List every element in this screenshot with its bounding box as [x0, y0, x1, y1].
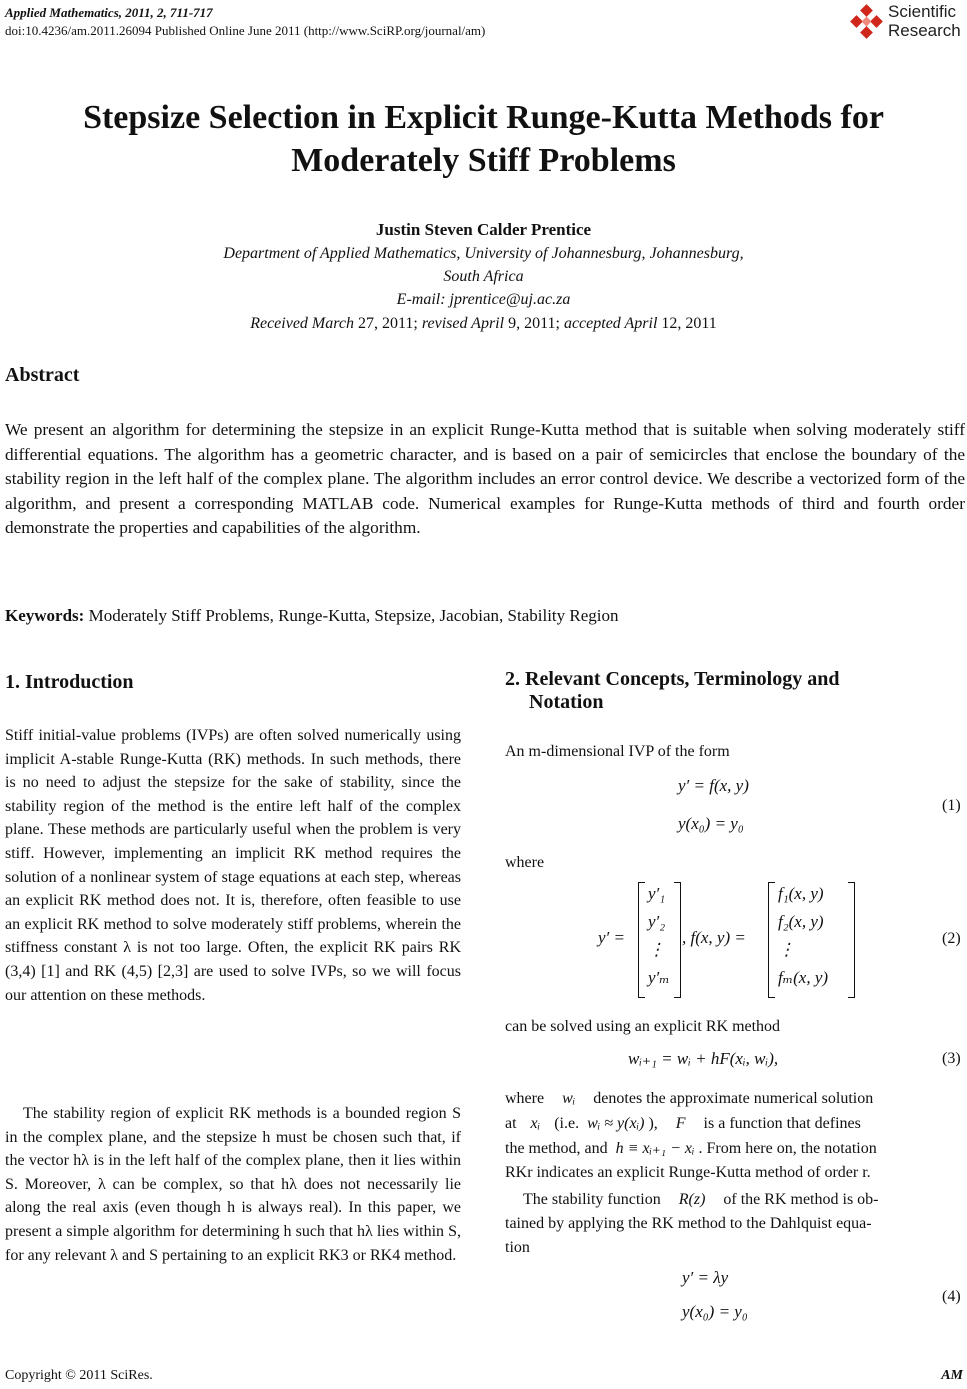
where-line-1	[505, 1087, 965, 1111]
keywords-label: Keywords:	[5, 606, 85, 625]
symbol-F: F	[675, 1115, 686, 1132]
equation-1-line-2: y(x₀) = y₀	[678, 814, 744, 833]
keywords-list: Moderately Stiff Problems, Runge-Kutta, Stepsize, Jacobian, Stability Region	[84, 606, 619, 625]
email-address: jprentice@uj.ac.za	[449, 291, 571, 308]
method-and: the method, and	[505, 1140, 608, 1157]
journal-citation	[5, 4, 213, 21]
close-paren: ),	[648, 1115, 658, 1132]
equation-1-line-1: y′ = f(x, y)	[678, 776, 749, 795]
email-line: E-mail: jprentice@uj.ac.za	[396, 291, 571, 308]
section-1-paragraph-1: Stiff initial-value problems (IVPs) are often solved numerically using implicit A-stable Runge-Kutta (RK) methods. In such methods, there is no need to adjust the stepsize for the sake of stability, since the stability region of the method is the entire left half of the complex plane. These methods are particularly useful when the problem is very stiff. However, implementing an implicit RK method requires the solution of a nonlinear system of stage equations at each step, whereas an explicit RK method does not. It is, therefore, often feasible to use an explicit RK method to solve moderately stiff problems, wherein the stiffness constant λ is not too large. Often, the explicit RK pairs RK (3,4) [1] and RK (4,5) [2,3] are used to solve IVPs, so we will focus our attention on these methods.	[5, 727, 461, 1004]
equation-3: wᵢ₊₁ = wᵢ + hF(xᵢ, wᵢ),	[628, 1049, 779, 1068]
section-1-heading: 1. Introduction	[5, 671, 134, 693]
keywords	[5, 604, 965, 628]
stability-line-2: tained by applying the RK method to the Dahlquist equa-	[505, 1215, 872, 1232]
dates-line	[0, 313, 967, 334]
equation-4-line-2: y(x₀) = y₀	[682, 1302, 748, 1321]
vector-entry: f₁(x, y)	[778, 884, 824, 903]
publisher-logo-icon	[848, 4, 886, 42]
section-2-heading	[505, 668, 965, 714]
publisher-logo	[848, 2, 966, 44]
symbol-approx: wᵢ ≈ y(xᵢ)	[587, 1115, 645, 1132]
revised-date: 9, 2011;	[504, 315, 564, 332]
where-word: where	[505, 1090, 545, 1107]
accepted-label: accepted April	[563, 315, 658, 332]
received-label: Received March	[250, 315, 354, 332]
stability-line-1	[505, 1188, 965, 1212]
symbol-Rz: R(z)	[678, 1191, 706, 1208]
logo-line-1: Scientific	[888, 2, 957, 21]
journal-info: , 2011, 2, 711-717	[118, 5, 213, 20]
section-2-heading-line-2: Notation	[529, 691, 604, 713]
equation-2-number: (2)	[942, 930, 961, 947]
author: Justin Steven Calder Prentice	[375, 220, 592, 239]
where-label-1: where	[505, 854, 545, 871]
vector-entry: fₘ(x, y)	[778, 968, 829, 987]
left-bracket-2	[768, 882, 775, 998]
stability-line-3: tion	[505, 1239, 530, 1256]
paper-title	[0, 96, 967, 182]
symbol-wi: wᵢ	[562, 1090, 576, 1107]
stability-text-2: of the RK method is ob-	[723, 1191, 879, 1208]
footer-journal-abbr: AM	[941, 1368, 963, 1383]
notation-text: . From here on, the notation	[698, 1140, 877, 1157]
equation-2-mid: , f(x, y) =	[682, 928, 746, 947]
stability-text: The stability function	[523, 1191, 661, 1208]
abstract-heading: Abstract	[5, 364, 80, 386]
equation-2	[598, 880, 858, 1000]
title-line-1: Stepsize Selection in Explicit Runge-Kutta Methods for	[83, 99, 884, 136]
doi-line: doi:10.4236/am.2011.26094 Published Online June 2011 (http://www.SciRP.org/journal/am)	[5, 23, 486, 38]
journal-name: Applied Mathematics	[5, 5, 119, 20]
equation-4-number: (4)	[942, 1288, 961, 1305]
title-line-2: Moderately Stiff Problems	[291, 142, 676, 179]
logo-line-2: Research	[888, 21, 961, 40]
symbol-xi: xᵢ	[530, 1115, 541, 1132]
received-date: 27, 2011;	[354, 315, 422, 332]
equation-4-line-1: y′ = λy	[682, 1268, 729, 1287]
revised-label: revised April	[421, 315, 505, 332]
symbol-h: h ≡ xᵢ₊₁ − xᵢ	[615, 1140, 695, 1157]
abstract-text: We present an algorithm for determining the stepsize in an explicit Runge-Kutta method that is suitable when solving moderately stiff differential equations. The algorithm has a geometric character, and is based on a pair of semicircles that enclose the boundary of the stability region in the left half of the complex plane. The algorithm includes an error control device. We describe a vectorized form of the algorithm, and present a corresponding MATLAB code. Numerical examples for Runge-Kutta methods of third and fourth order demonstrate the properties and capabilities of the algorithm.	[5, 420, 965, 537]
ie-word: (i.e.	[554, 1115, 580, 1132]
where-line-4: RKr indicates an explicit Runge-Kutta method of order r.	[505, 1164, 871, 1181]
vector-entry: ⋮	[648, 940, 665, 959]
solved-text: can be solved using an explicit RK method	[505, 1018, 781, 1035]
accepted-date: 12, 2011	[657, 315, 717, 332]
ivp-intro: An m-dimensional IVP of the form	[505, 743, 730, 760]
affiliation-line-2: South Africa	[443, 268, 524, 285]
section-1-paragraph-2: The stability region of explicit RK methods is a bounded region S in the complex plane, and the stepsize h must be chosen such that, if the vector hλ is in the left half of the complex plane, then it lies within S. Moreover, λ can be complex, so that hλ does not necessarily lie along the real axis (even though h is always real). In this paper, we present a simple algorithm for determining h such that hλ lies within S, for any relevant λ and S pertaining to an explicit RK3 or RK4 method.	[5, 1105, 461, 1264]
vector-entry: f₂(x, y)	[778, 912, 824, 931]
equation-2-lhs: y′ =	[598, 928, 625, 947]
where-line-2	[505, 1112, 965, 1136]
where-line-3	[505, 1137, 965, 1161]
vector-entry: y′₁	[648, 884, 666, 903]
vector-entry: ⋮	[778, 940, 795, 959]
equation-1-number: (1)	[942, 797, 961, 814]
at-word: at	[505, 1115, 517, 1132]
affiliation-line-1: Department of Applied Mathematics, University of Johannesburg, Johannesburg,	[223, 245, 744, 262]
footer-copyright: Copyright © 2011 SciRes.	[5, 1368, 153, 1383]
function-desc: is a function that defines	[703, 1115, 861, 1132]
equation-3-number: (3)	[942, 1050, 961, 1067]
email-label: E-mail	[396, 291, 441, 308]
right-bracket-2	[848, 882, 855, 998]
right-bracket-1	[674, 882, 681, 998]
where-desc: denotes the approximate numerical solution	[593, 1090, 874, 1107]
section-2-heading-line-1: 2. Relevant Concepts, Terminology and	[505, 668, 840, 690]
vector-entry: y′ₘ	[648, 968, 670, 987]
left-bracket-1	[638, 882, 645, 998]
vector-entry: y′₂	[648, 912, 666, 931]
function-vector	[778, 880, 848, 992]
